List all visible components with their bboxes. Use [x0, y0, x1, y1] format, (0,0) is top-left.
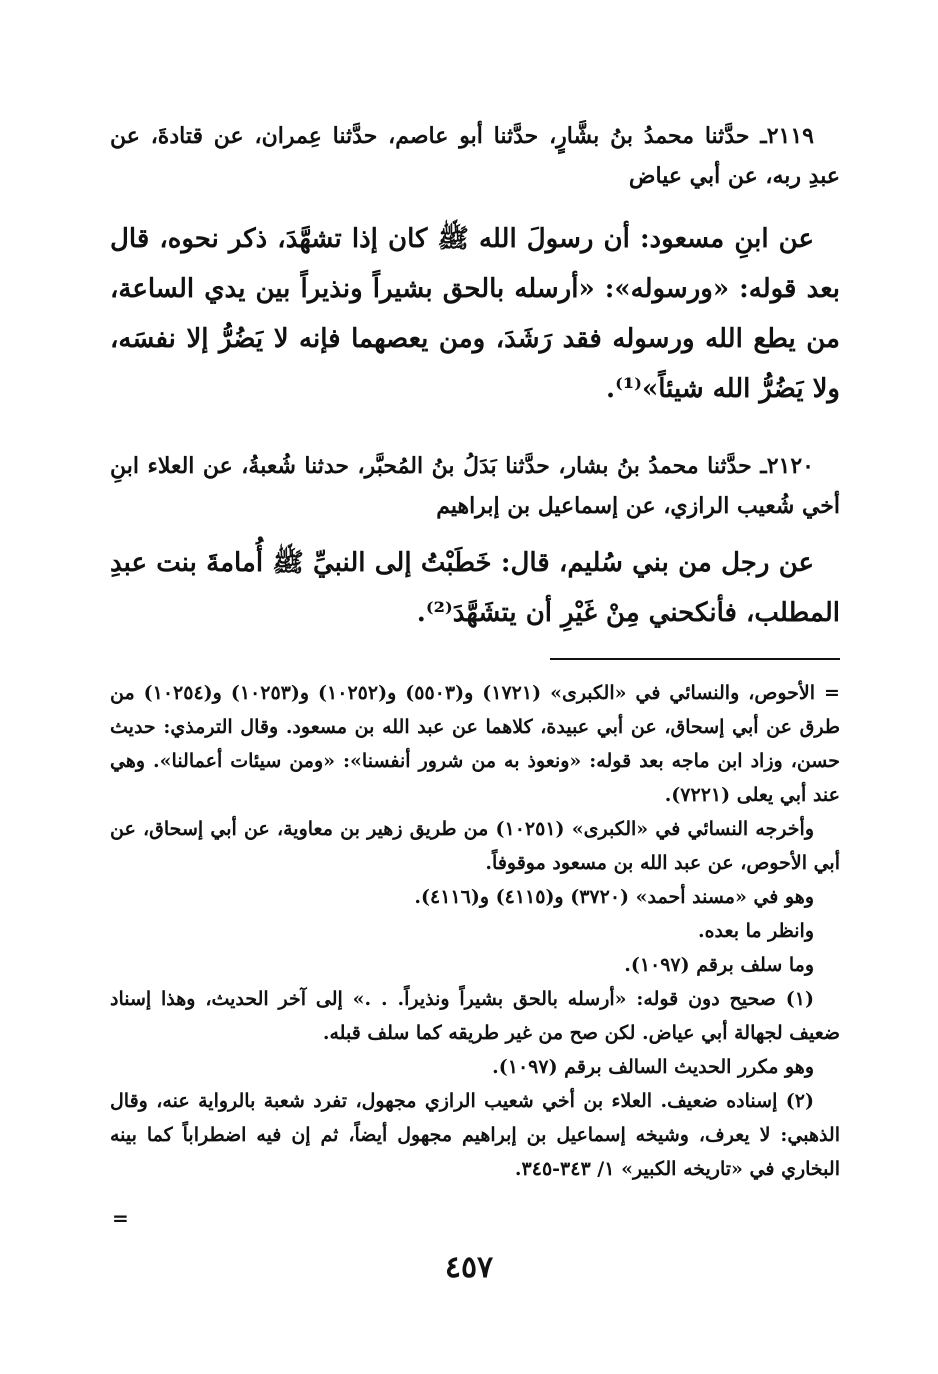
footnotes: [110, 676, 840, 1186]
footnote-paragraph: وانظر ما بعده.: [697, 920, 814, 942]
footnote-2: (٢) إسناده ضعيف. العلاء بن أخي شعيب الرازي مجهول، تفرد شعبة بالرواية عنه، وقال الذهبي: لا يعرف، وشيخه إسماعيل بن إبراهيم مجهول أيضاً، ثم إن فيه اضطراباً كما بينه البخاري في «تاريخه الكبير» ١/ ٣٤٣-٣٤٥.: [110, 1090, 840, 1180]
footnote-1: (١) صحيح دون قوله: «أرسله بالحق بشيراً ونذيراً. . .» إلى آخر الحديث، وهذا إسناد ضعيف لجهالة أبي عياض. لكن صح من غير طريقه كما سلف قبله.: [110, 988, 840, 1044]
footnote-paragraph: وهو في «مسند أحمد» (٣٧٢٠) و(٤١١٥) و(٤١١٦).: [414, 886, 814, 908]
footnote-continuation: = الأحوص، والنسائي في «الكبرى» (١٧٢١) و(٥٥٠٣) و(١٠٢٥٢) و(١٠٢٥٣) و(١٠٢٥٤) من طرق عن أبي إسحاق، عن أبي عبيدة، كلاهما عن عبد الله بن مسعود. وقال الترمذي: حديث حسن، وزاد ابن ماجه بعد قوله: «ونعوذ به من شرور أنفسنا»: «ومن سيئات أعمالنا». وهي عند أبي يعلى (٧٢٢١).: [110, 682, 840, 806]
hadith-2120-matn: عن رجل من بني سُليم، قال: خَطَبْتُ إلى النبيِّ ﷺ أُمامةَ بنت عبدِ المطلب، فأنكحني مِنْ غَيْرِ أن يتشَهَّدَ⁽²⁾.: [110, 548, 840, 628]
footnote-paragraph: وهو مكرر الحديث السالف برقم (١٠٩٧).: [492, 1056, 814, 1078]
continuation-mark: =: [112, 1206, 129, 1230]
footnote-paragraph: وما سلف برقم (١٠٩٧).: [624, 954, 814, 976]
footnote-separator: [550, 658, 840, 660]
page-number: ٤٥٧: [444, 1250, 494, 1285]
hadith-2120-isnad: ٢١٢٠ـ حدَّثنا محمدُ بنُ بشار، حدَّثنا بَدَلُ بنُ المُحبَّر، حدثنا شُعبةُ، عن العلاء ابنِ أخي شُعيب الرازي، عن إسماعيل بن إبراهيم: [110, 453, 840, 519]
hadith-2119-isnad: ٢١١٩ـ حدَّثنا محمدُ بنُ بشَّارٍ، حدَّثنا أبو عاصم، حدَّثنا عِمران، عن قتادةَ، عن عبدِ ربه، عن أبي عياض: [110, 123, 840, 189]
hadith-2119-matn: عن ابنِ مسعود: أن رسولَ الله ﷺ كان إذا تشهَّدَ، ذكر نحوه، قال بعد قوله: «ورسوله»: «أرسله بالحق بشيراً ونذيراً بين يدي الساعة، من يطع الله ورسوله فقد رَشَدَ، ومن يعصهما فإنه لا يَضُرُّ إلا نفسَه، ولا يَضُرُّ الله شيئاً»⁽¹⁾.: [110, 224, 840, 404]
footnote-paragraph: وأخرجه النسائي في «الكبرى» (١٠٢٥١) من طريق زهير بن معاوية، عن أبي إسحاق، عن أبي الأحوص، عن عبد الله بن مسعود موقوفاً.: [110, 818, 840, 874]
